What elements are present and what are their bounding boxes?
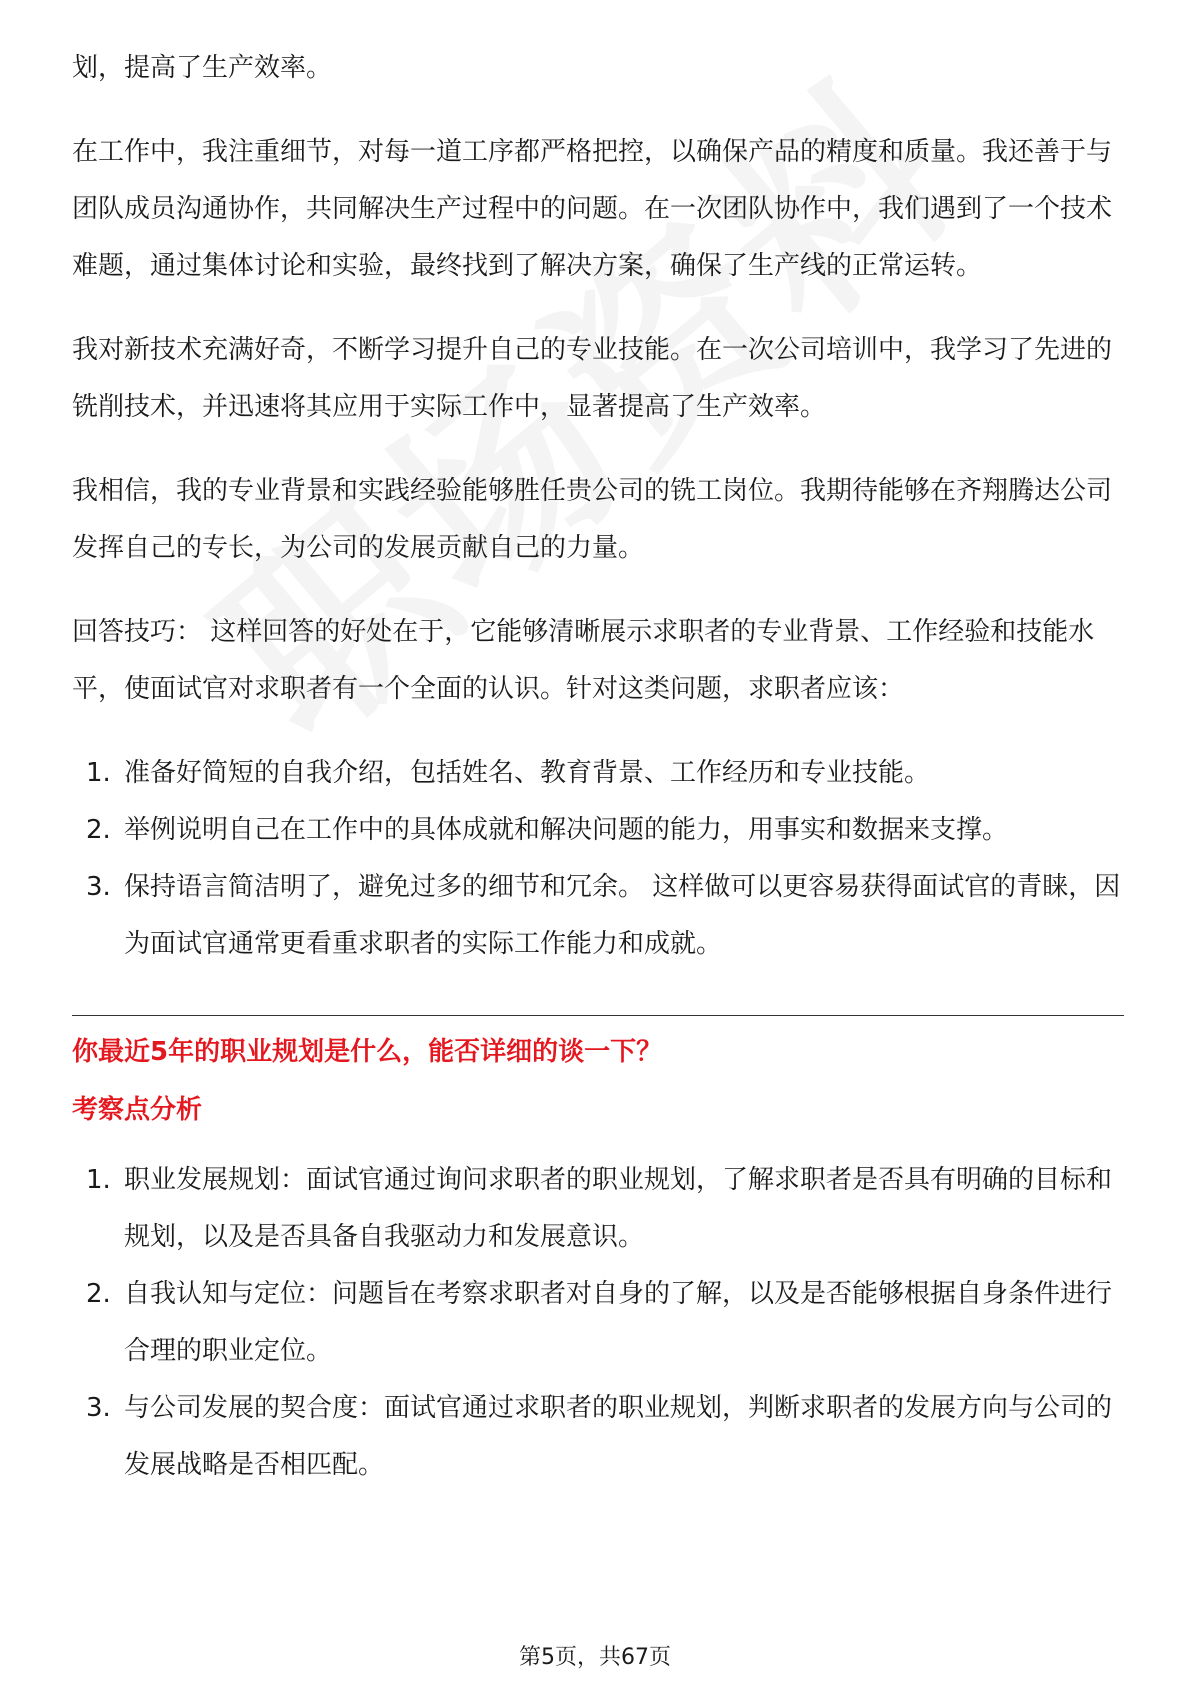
tips-list	[72, 745, 1124, 973]
analysis-heading: 考察点分析	[72, 1095, 203, 1125]
list-number: 3.	[86, 1393, 111, 1423]
document-body	[72, 40, 1124, 1494]
list-number: 3.	[86, 872, 111, 902]
page-number: 第5页，共67页	[519, 1645, 671, 1670]
list-item-text: 职业发展规划：面试官通过询问求职者的职业规划，了解求职者是否具有明确的目标和规划，以及是否具备自我驱动力和发展意识。	[124, 1165, 1113, 1252]
list-item	[72, 745, 1124, 802]
list-number: 1.	[86, 1165, 111, 1195]
list-item-text: 自我认知与定位：问题旨在考察求职者对自身的了解，以及是否能够根据自身条件进行合理的职业定位。	[124, 1279, 1113, 1366]
answer-tips-intro: 回答技巧： 这样回答的好处在于，它能够清晰展示求职者的专业背景、工作经验和技能水平，使面试官对求职者有一个全面的认识。针对这类问题，求职者应该：	[72, 617, 1095, 704]
list-number: 1.	[86, 758, 111, 788]
question-heading: 你最近5年的职业规划是什么，能否详细的谈一下？	[72, 1037, 663, 1067]
paragraph-4: 我相信，我的专业背景和实践经验能够胜任贵公司的铣工岗位。我期待能够在齐翔腾达公司发挥自己的专长，为公司的发展贡献自己的力量。	[72, 476, 1113, 563]
section-divider	[72, 1015, 1124, 1016]
paragraph-1: 划，提高了生产效率。	[72, 53, 333, 83]
list-item-text: 准备好简短的自我介绍，包括姓名、教育背景、工作经历和专业技能。	[124, 758, 931, 788]
list-number: 2.	[86, 1279, 111, 1309]
paragraph-2: 在工作中，我注重细节，对每一道工序都严格把控，以确保产品的精度和质量。我还善于与团队成员沟通协作，共同解决生产过程中的问题。在一次团队协作中，我们遇到了一个技术难题，通过集体讨论和实验，最终找到了解决方案，确保了生产线的正常运转。	[72, 137, 1113, 281]
list-item	[72, 1266, 1124, 1380]
paragraph-3: 我对新技术充满好奇，不断学习提升自己的专业技能。在一次公司培训中，我学习了先进的铣削技术，并迅速将其应用于实际工作中，显著提高了生产效率。	[72, 335, 1113, 422]
list-item	[72, 859, 1124, 973]
list-item-text: 与公司发展的契合度：面试官通过求职者的职业规划，判断求职者的发展方向与公司的发展战略是否相匹配。	[124, 1393, 1113, 1480]
list-item	[72, 1380, 1124, 1494]
analysis-list	[72, 1152, 1124, 1494]
list-item-text: 保持语言简洁明了，避免过多的细节和冗余。 这样做可以更容易获得面试官的青睐，因为面试官通常更看重求职者的实际工作能力和成就。	[124, 872, 1121, 959]
list-item	[72, 1152, 1124, 1266]
list-number: 2.	[86, 815, 111, 845]
list-item	[72, 802, 1124, 859]
list-item-text: 举例说明自己在工作中的具体成就和解决问题的能力，用事实和数据来支撑。	[124, 815, 1009, 845]
